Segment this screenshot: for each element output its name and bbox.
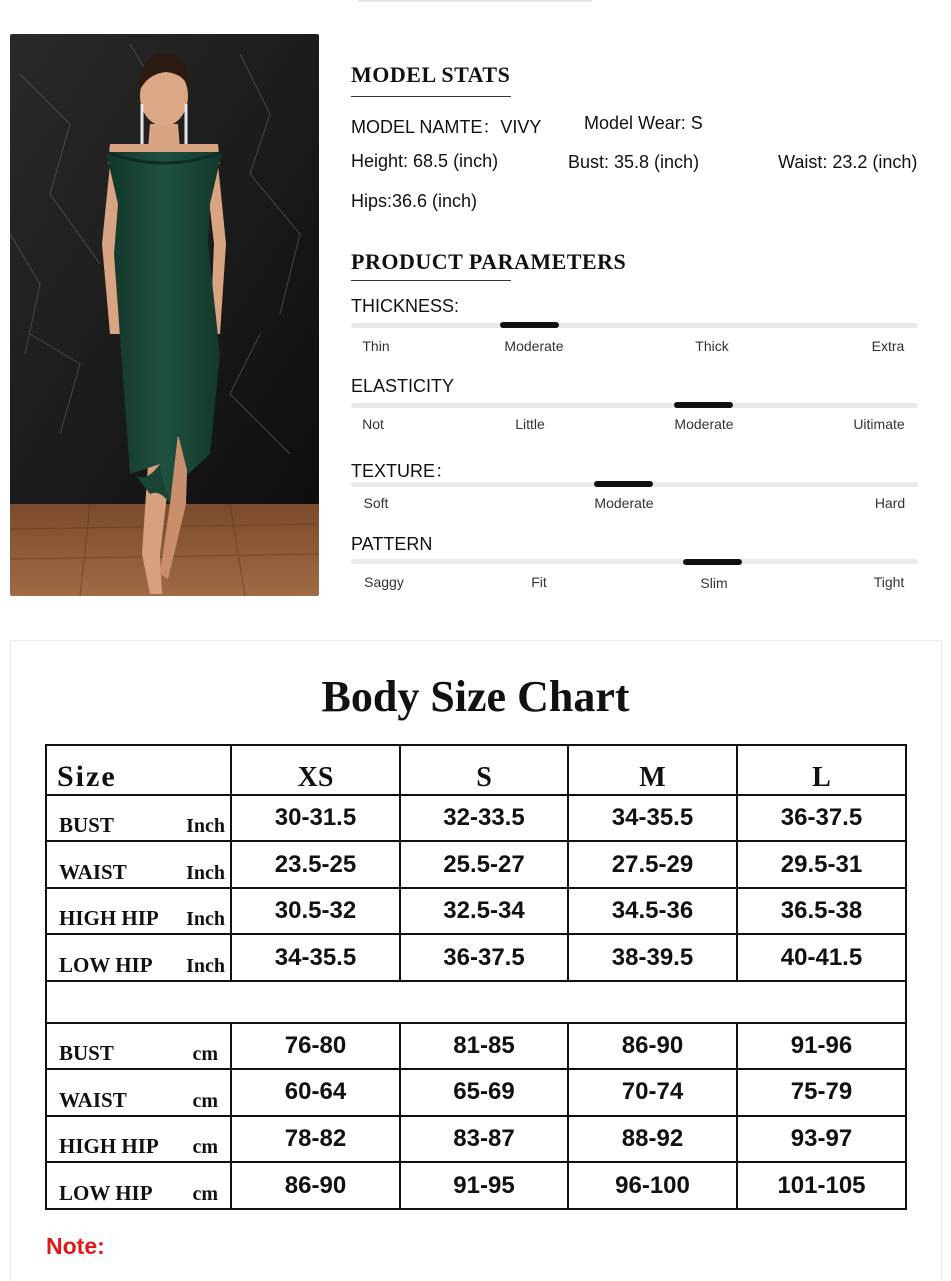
thickness-option-thick: Thick: [695, 338, 729, 354]
size-value: 70-74: [568, 1069, 737, 1116]
size-value: 23.5-25: [231, 841, 400, 888]
size-value: 93-97: [737, 1116, 906, 1163]
row-label: HIGH HIP: [59, 906, 159, 931]
row-unit: Inch: [186, 861, 225, 884]
size-value: 60-64: [231, 1069, 400, 1116]
row-label: WAIST: [59, 859, 127, 884]
row-label: BUST: [59, 1041, 114, 1066]
row-unit: cm: [192, 1043, 218, 1066]
top-divider: [358, 0, 592, 2]
pattern-label: PATTERN: [351, 534, 433, 554]
texture-label: TEXTURE：: [351, 461, 454, 481]
texture-option-hard: Hard: [874, 495, 906, 511]
elasticity-option-moderate: Moderate: [674, 416, 734, 432]
thickness-label: THICKNESS:: [351, 296, 460, 316]
row-unit: cm: [192, 1136, 218, 1159]
size-value: 83-87: [400, 1116, 568, 1163]
row-unit: Inch: [186, 815, 225, 838]
table-row: [46, 795, 906, 842]
model-waist: Waist: 23.2 (inch): [778, 152, 918, 172]
table-row: [46, 841, 906, 888]
size-header-label: Size: [46, 745, 231, 795]
thickness-marker: [500, 322, 559, 328]
size-header-xs: XS: [231, 745, 400, 795]
model-hips: Hips:36.6 (inch): [351, 191, 478, 211]
size-value: 101-105: [737, 1162, 906, 1209]
thickness-option-extra: Extra: [871, 338, 905, 354]
table-spacer-row: [46, 981, 906, 1023]
size-value: 27.5-29: [568, 841, 737, 888]
size-value: 40-41.5: [737, 934, 906, 981]
size-value: 36-37.5: [400, 934, 568, 981]
row-unit: Inch: [186, 908, 225, 931]
thickness-option-thin: Thin: [362, 338, 390, 354]
row-label: BUST: [59, 813, 114, 838]
size-header-l: L: [737, 745, 906, 795]
size-value: 91-95: [400, 1162, 568, 1209]
size-header-s: S: [400, 745, 568, 795]
note-label: Note:: [46, 1233, 105, 1259]
row-label: HIGH HIP: [59, 1134, 159, 1159]
row-label-cell: [46, 888, 231, 935]
model-name: MODEL NAMTE：VIVY: [351, 117, 542, 137]
texture-marker: [594, 481, 653, 487]
row-label: LOW HIP: [59, 953, 153, 978]
pattern-option-fit: Fit: [531, 574, 547, 590]
table-row: [46, 1116, 906, 1163]
model-stats-title: MODEL STATS: [351, 62, 511, 87]
row-unit: cm: [192, 1089, 218, 1112]
size-chart-title: Body Size Chart: [321, 672, 630, 721]
model-height: Height: 68.5 (inch): [351, 151, 499, 171]
table-row: [46, 934, 906, 981]
table-row: [46, 1023, 906, 1070]
size-value: 34-35.5: [231, 934, 400, 981]
size-value: 29.5-31: [737, 841, 906, 888]
model-stats-underline: [351, 96, 511, 97]
size-value: 91-96: [737, 1023, 906, 1070]
size-value: 65-69: [400, 1069, 568, 1116]
row-unit: Inch: [186, 955, 225, 978]
pattern-option-slim: Slim: [700, 575, 728, 591]
product-parameters-underline: [351, 280, 511, 281]
elasticity-option-uitimate: Uitimate: [853, 416, 905, 432]
size-header-row: [46, 745, 906, 795]
table-row: [46, 1069, 906, 1116]
model-bust: Bust: 35.8 (inch): [568, 152, 700, 172]
row-label: WAIST: [59, 1087, 127, 1112]
row-label-cell: [46, 795, 231, 842]
size-value: 32-33.5: [400, 795, 568, 842]
size-value: 30.5-32: [231, 888, 400, 935]
pattern-option-saggy: Saggy: [364, 574, 404, 590]
size-value: 88-92: [568, 1116, 737, 1163]
size-value: 36-37.5: [737, 795, 906, 842]
elasticity-label: ELASTICITY: [351, 376, 455, 396]
size-value: 86-90: [231, 1162, 400, 1209]
row-label: LOW HIP: [59, 1181, 153, 1205]
size-value: 78-82: [231, 1116, 400, 1163]
table-row: [46, 1162, 906, 1209]
row-label-cell: [46, 1069, 231, 1116]
elasticity-option-not: Not: [362, 416, 384, 432]
texture-option-soft: Soft: [363, 495, 389, 511]
size-value: 34.5-36: [568, 888, 737, 935]
size-value: 34-35.5: [568, 795, 737, 842]
size-value: 30-31.5: [231, 795, 400, 842]
pattern-option-tight: Tight: [873, 574, 905, 590]
size-value: 81-85: [400, 1023, 568, 1070]
size-chart-table: [45, 744, 907, 1210]
elasticity-option-little: Little: [515, 416, 545, 432]
elasticity-track: [351, 403, 918, 408]
row-label-cell: [46, 1023, 231, 1070]
size-value: 76-80: [231, 1023, 400, 1070]
size-value: 38-39.5: [568, 934, 737, 981]
model-photo: [10, 34, 319, 596]
product-parameters-title: PRODUCT PARAMETERS: [351, 249, 627, 274]
size-value: 36.5-38: [737, 888, 906, 935]
row-label-cell: [46, 934, 231, 981]
model-wear: Model Wear: S: [584, 113, 703, 133]
thickness-track: [351, 323, 918, 328]
size-value: 32.5-34: [400, 888, 568, 935]
spacer-cell: [46, 981, 906, 1023]
row-label-cell: [46, 1162, 231, 1209]
table-row: [46, 888, 906, 935]
size-value: 25.5-27: [400, 841, 568, 888]
row-label-cell: [46, 1116, 231, 1163]
row-unit: cm: [192, 1183, 218, 1205]
size-header-m: M: [568, 745, 737, 795]
size-value: 96-100: [568, 1162, 737, 1209]
texture-option-moderate: Moderate: [594, 495, 654, 511]
elasticity-marker: [674, 402, 733, 408]
row-label-cell: [46, 841, 231, 888]
pattern-marker: [683, 559, 742, 565]
size-value: 86-90: [568, 1023, 737, 1070]
pattern-track: [351, 559, 918, 564]
size-value: 75-79: [737, 1069, 906, 1116]
thickness-option-moderate: Moderate: [504, 338, 564, 354]
